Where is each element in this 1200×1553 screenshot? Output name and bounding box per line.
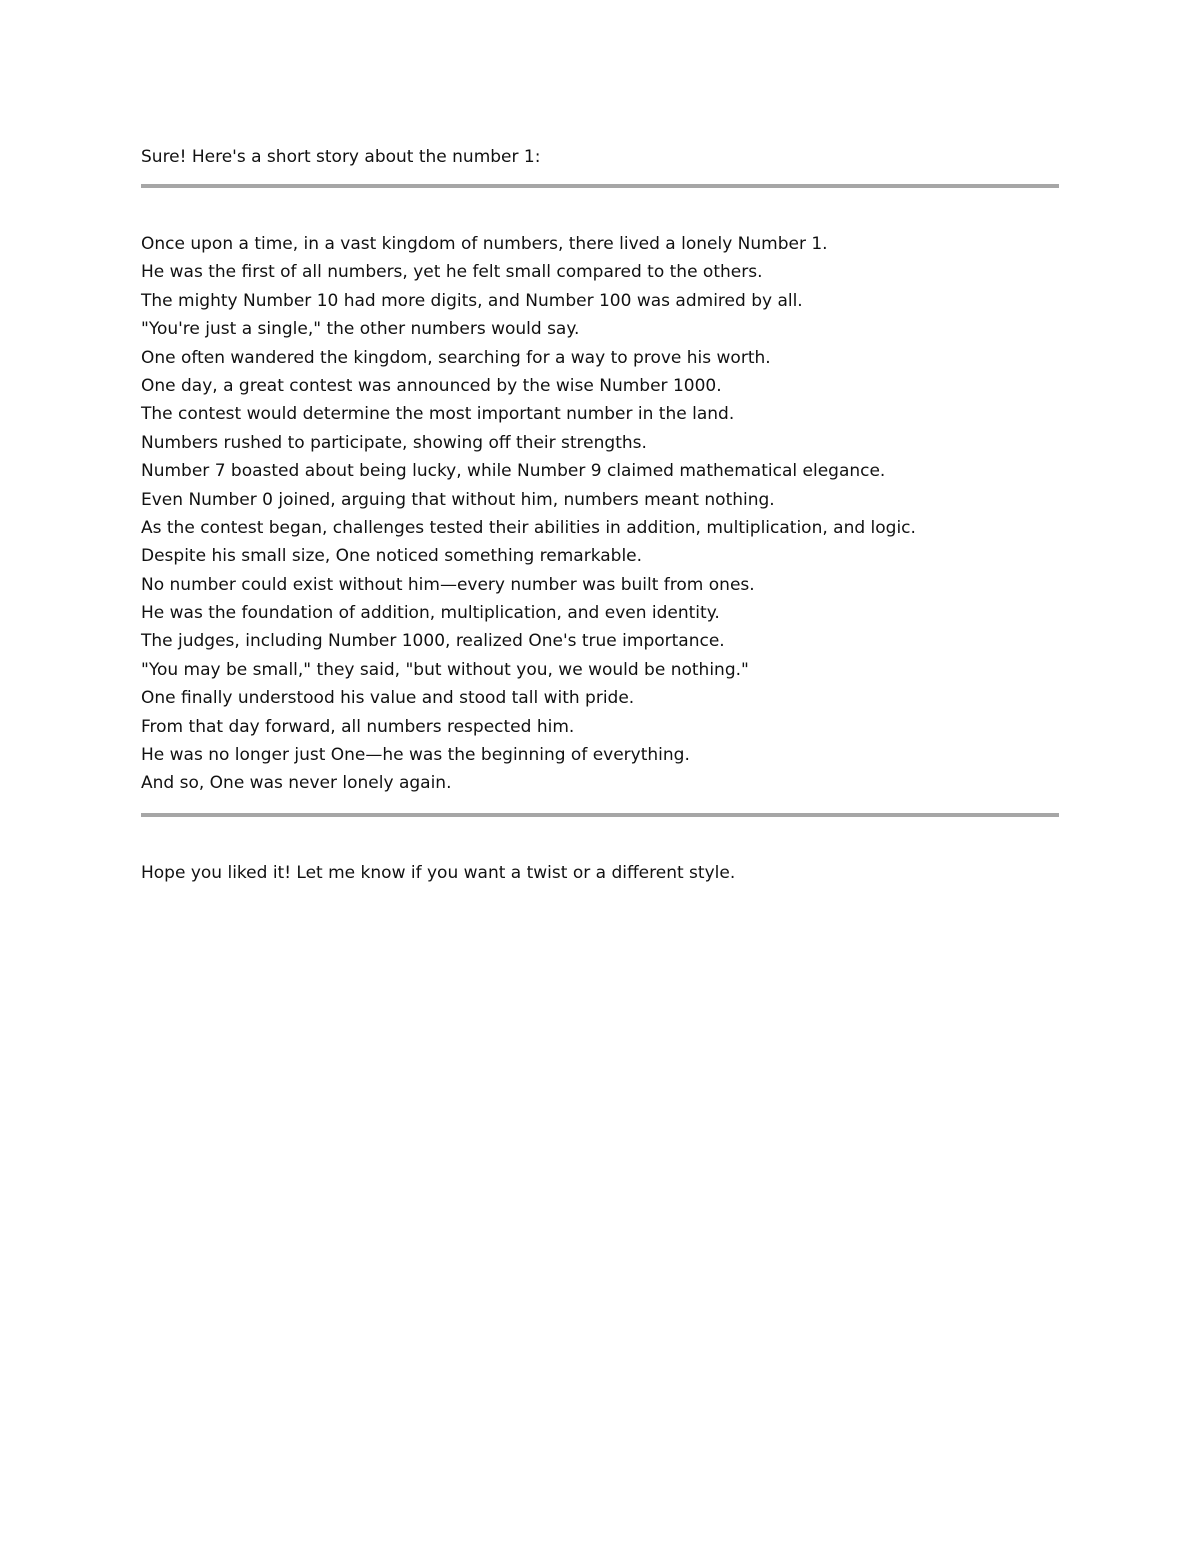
- story-line: "You may be small," they said, "but without you, we would be nothing.": [141, 659, 749, 680]
- story-line: One finally understood his value and stood tall with pride.: [141, 688, 635, 709]
- story-line: One often wandered the kingdom, searching for a way to prove his worth.: [141, 347, 771, 368]
- story-line: Even Number 0 joined, arguing that without him, numbers meant nothing.: [141, 489, 775, 510]
- story-line: As the contest began, challenges tested their abilities in addition, multiplication, and logic.: [141, 517, 916, 538]
- story-line: Once upon a time, in a vast kingdom of numbers, there lived a lonely Number 1.: [141, 234, 828, 254]
- story-line: And so, One was never lonely again.: [141, 773, 452, 794]
- bottom-divider: [141, 813, 1059, 817]
- top-divider: [141, 184, 1059, 188]
- story-lines: [141, 230, 916, 798]
- story-line: Number 7 boasted about being lucky, while Number 9 claimed mathematical elegance.: [141, 461, 886, 482]
- story-line: The mighty Number 10 had more digits, and Number 100 was admired by all.: [141, 290, 803, 311]
- outro-text: Hope you liked it! Let me know if you want a twist or a different style.: [141, 863, 736, 883]
- story-line: He was the foundation of addition, multiplication, and even identity.: [141, 603, 720, 624]
- story-line: He was no longer just One—he was the beginning of everything.: [141, 745, 690, 766]
- story-line: The judges, including Number 1000, realized One's true importance.: [141, 631, 725, 652]
- story-line: No number could exist without him—every number was built from ones.: [141, 574, 755, 595]
- story-line: One day, a great contest was announced by the wise Number 1000.: [141, 375, 722, 396]
- story-line: Numbers rushed to participate, showing off their strengths.: [141, 432, 647, 453]
- intro-text: Sure! Here's a short story about the number 1:: [141, 147, 541, 167]
- story-line: From that day forward, all numbers respected him.: [141, 716, 575, 737]
- story-line: He was the first of all numbers, yet he felt small compared to the others.: [141, 262, 763, 283]
- story-line: The contest would determine the most important number in the land.: [141, 404, 735, 425]
- story-line: "You're just a single," the other numbers would say.: [141, 319, 580, 340]
- story-line: Despite his small size, One noticed something remarkable.: [141, 546, 643, 567]
